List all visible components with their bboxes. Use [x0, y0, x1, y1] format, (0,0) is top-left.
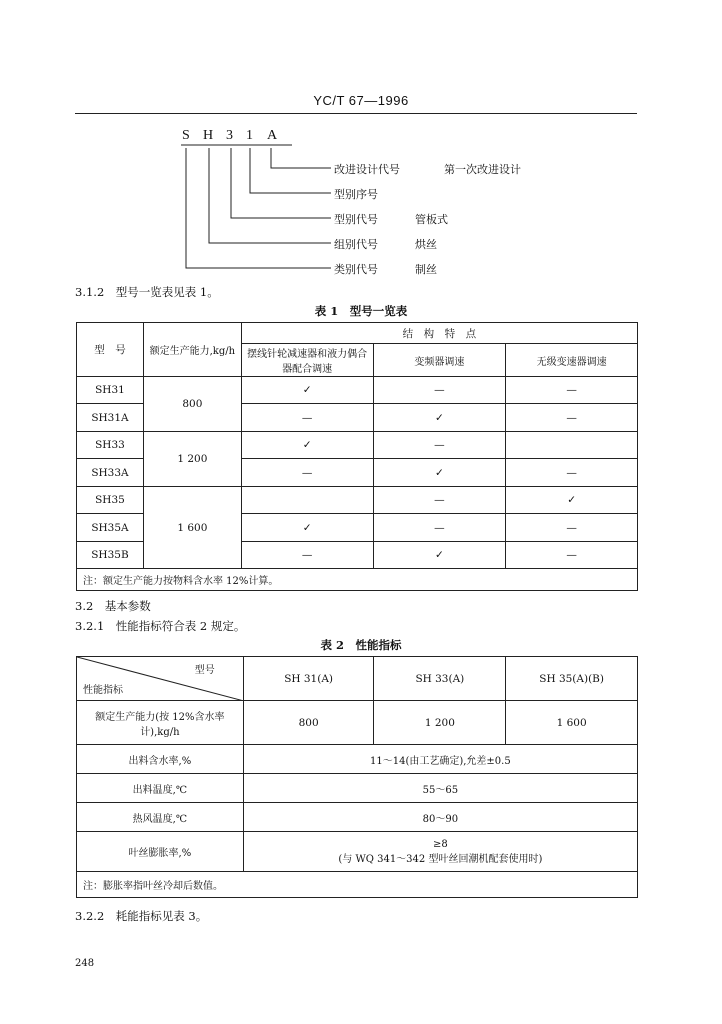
table1-model-cell: SH31: [77, 377, 144, 404]
table1-header-col3: 无级变速器调速: [506, 344, 638, 377]
table1-c1-cell: [241, 487, 373, 514]
table1-model-cell: SH31A: [77, 404, 144, 432]
table1-c2-cell: ✓: [373, 404, 506, 432]
table2-row-label: 出料温度,℃: [77, 774, 244, 803]
code-expl-1-label: 改进设计代号: [334, 163, 400, 176]
section-3-1-2: 3.1.2 型号一览表见表 1。: [75, 285, 219, 299]
table1-c3-cell: —: [506, 542, 638, 569]
table1-model-cell: SH35: [77, 487, 144, 514]
table2-expansion-remark: (与 WQ 341～342 型叶丝回潮机配套使用时): [338, 853, 543, 865]
table2-row-label: 叶丝膨胀率,%: [77, 832, 244, 872]
table2-model-cell: SH 33(A): [374, 657, 506, 701]
table1-c3-cell: —: [506, 404, 638, 432]
code-diagram-lines: [0, 0, 722, 300]
code-expl-2-label: 型别序号: [334, 188, 378, 201]
table1-capacity-cell: 1 600: [143, 487, 241, 569]
table2-corner-top: 型号: [194, 665, 215, 676]
table1-c2-cell: —: [373, 432, 506, 459]
table1-c3-cell: —: [506, 514, 638, 542]
table1-header-model: 型 号: [77, 323, 144, 377]
table2-caption: 表 2 性能指标: [320, 638, 402, 652]
table1-c1-cell: ✓: [241, 432, 373, 459]
code-letter-3: 3: [226, 128, 233, 143]
table2-value-cell: [243, 832, 637, 872]
table1-header-col2: 变频器调速: [373, 344, 506, 377]
code-letter-a: A: [267, 128, 278, 143]
table1: [76, 322, 638, 591]
table1-model-cell: SH35A: [77, 514, 144, 542]
code-letter-s: S: [182, 128, 190, 143]
table1-c2-cell: —: [373, 377, 506, 404]
table2-model-cell: SH 31(A): [243, 657, 374, 701]
table2-note: 注：膨胀率指叶丝冷却后数值。: [77, 872, 638, 898]
table1-c2-cell: —: [373, 487, 506, 514]
page-header: YC/T 67—1996: [313, 93, 409, 108]
table1-c2-cell: —: [373, 514, 506, 542]
table1-c3-cell: —: [506, 459, 638, 487]
code-expl-5-label: 类别代号: [334, 263, 378, 276]
table1-header-capacity: 额定生产能力,kg/h: [143, 323, 241, 377]
section-3-2-2: 3.2.2 耗能指标见表 3。: [75, 909, 208, 923]
code-expl-5-value: 制丝: [415, 263, 437, 276]
table1-model-cell: SH33A: [77, 459, 144, 487]
table1-c1-cell: —: [241, 404, 373, 432]
table2-value-cell: 1 200: [374, 701, 506, 745]
table1-note: 注：额定生产能力按物料含水率 12%计算。: [77, 569, 638, 591]
code-expl-4-value: 烘丝: [415, 238, 437, 251]
table2-row-label: 热风温度,℃: [77, 803, 244, 832]
section-3-2-1: 3.2.1 性能指标符合表 2 规定。: [75, 619, 246, 633]
code-expl-1-value: 第一次改进设计: [444, 163, 521, 176]
code-letter-1: 1: [246, 128, 253, 143]
code-expl-3-label: 型别代号: [334, 213, 378, 226]
table1-c1-cell: —: [241, 459, 373, 487]
table2-value-cell: 55～65: [243, 774, 637, 803]
section-3-2: 3.2 基本参数: [75, 599, 151, 613]
table2-row-label: 额定生产能力(按 12%含水率计),kg/h: [77, 701, 244, 745]
table1-header-col1: 摆线针轮减速器和液力偶合器配合调速: [241, 344, 373, 377]
table1-model-cell: SH33: [77, 432, 144, 459]
table1-c1-cell: ✓: [241, 377, 373, 404]
table1-capacity-cell: 800: [143, 377, 241, 432]
table1-capacity-cell: 1 200: [143, 432, 241, 487]
table2-row-label: 出料含水率,%: [77, 745, 244, 774]
code-letter-h: H: [203, 128, 214, 143]
table1-caption: 表 1 型号一览表: [314, 304, 408, 318]
table1-c1-cell: ✓: [241, 514, 373, 542]
table1-header-structure: 结 构 特 点: [241, 323, 637, 344]
table1-c2-cell: ✓: [373, 542, 506, 569]
table2: [76, 656, 638, 898]
table1-c3-cell: [506, 432, 638, 459]
table2-corner-cell: [77, 657, 244, 701]
table2-model-cell: SH 35(A)(B): [506, 657, 638, 701]
table2-corner-bottom: 性能指标: [83, 685, 123, 696]
table2-expansion-value: ≥8: [432, 838, 448, 850]
table1-c2-cell: ✓: [373, 459, 506, 487]
table2-value-cell: 11～14(由工艺确定),允差±0.5: [243, 745, 637, 774]
table1-c3-cell: ✓: [506, 487, 638, 514]
code-expl-3-value: 管板式: [415, 213, 448, 226]
code-expl-4-label: 组别代号: [334, 238, 378, 251]
table2-value-cell: 800: [243, 701, 374, 745]
page-number: 248: [75, 958, 95, 969]
table2-value-cell: 80～90: [243, 803, 637, 832]
table1-c1-cell: —: [241, 542, 373, 569]
table1-c3-cell: —: [506, 377, 638, 404]
table1-model-cell: SH35B: [77, 542, 144, 569]
table2-value-cell: 1 600: [506, 701, 638, 745]
